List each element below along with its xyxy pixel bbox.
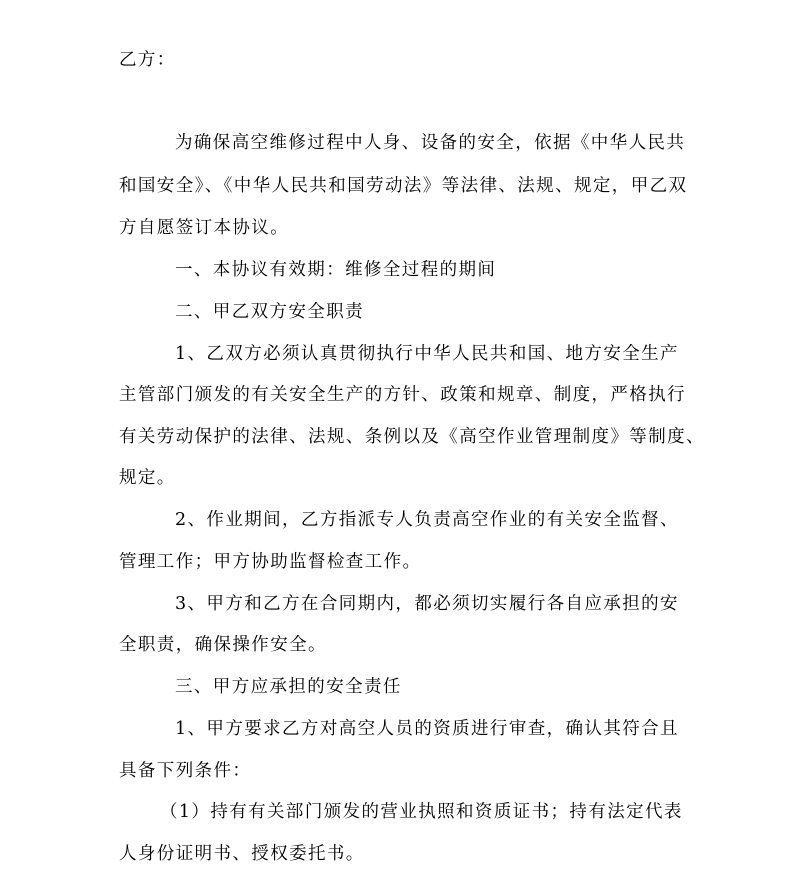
paragraph-line: 3、甲方和乙方在合同期内，都必须切实履行各自应承担的安 [175,594,679,614]
section-heading-validity: 一、本协议有效期：维修全过程的期间 [175,260,497,280]
paragraph-line: 具备下列条件： [119,761,252,781]
paragraph-line: 2、作业期间，乙方指派专人负责高空作业的有关安全监督、 [175,510,679,530]
paragraph-line: 人身份证明书、授权委托书。 [119,844,365,864]
paragraph-line: 有关劳动保护的法律、法规、条例以及《高空作业管理制度》等制度、 [119,427,705,447]
paragraph-line: 1、乙双方必须认真贯彻执行中华人民共和国、地方安全生产 [175,344,679,364]
paragraph-line: 方自愿签订本协议。 [119,218,290,238]
paragraph-line: 规定。 [119,468,176,488]
paragraph-line: 1、甲方要求乙方对高空人员的资质进行审查，确认其符合且 [175,719,679,739]
paragraph-line: （1）持有有关部门颁发的营业执照和资质证书；持有法定代表 [160,802,683,822]
paragraph-line: 全职责，确保操作安全。 [119,635,327,655]
party-b-label: 乙方： [119,50,176,70]
paragraph-line: 和国安全》、《中华人民共和国劳动法》等法律、法规、规定，甲乙双 [119,176,688,196]
paragraph-line: 为确保高空维修过程中人身、设备的安全，依据《中华人民共 [175,133,686,153]
section-heading-duties: 二、甲乙双方安全职责 [175,302,364,322]
paragraph-line: 管理工作；甲方协助监督检查工作。 [119,552,422,572]
paragraph-line: 主管部门颁发的有关安全生产的方针、政策和规章、制度，严格执行 [119,385,686,405]
section-heading-party-a: 三、甲方应承担的安全责任 [175,677,402,697]
